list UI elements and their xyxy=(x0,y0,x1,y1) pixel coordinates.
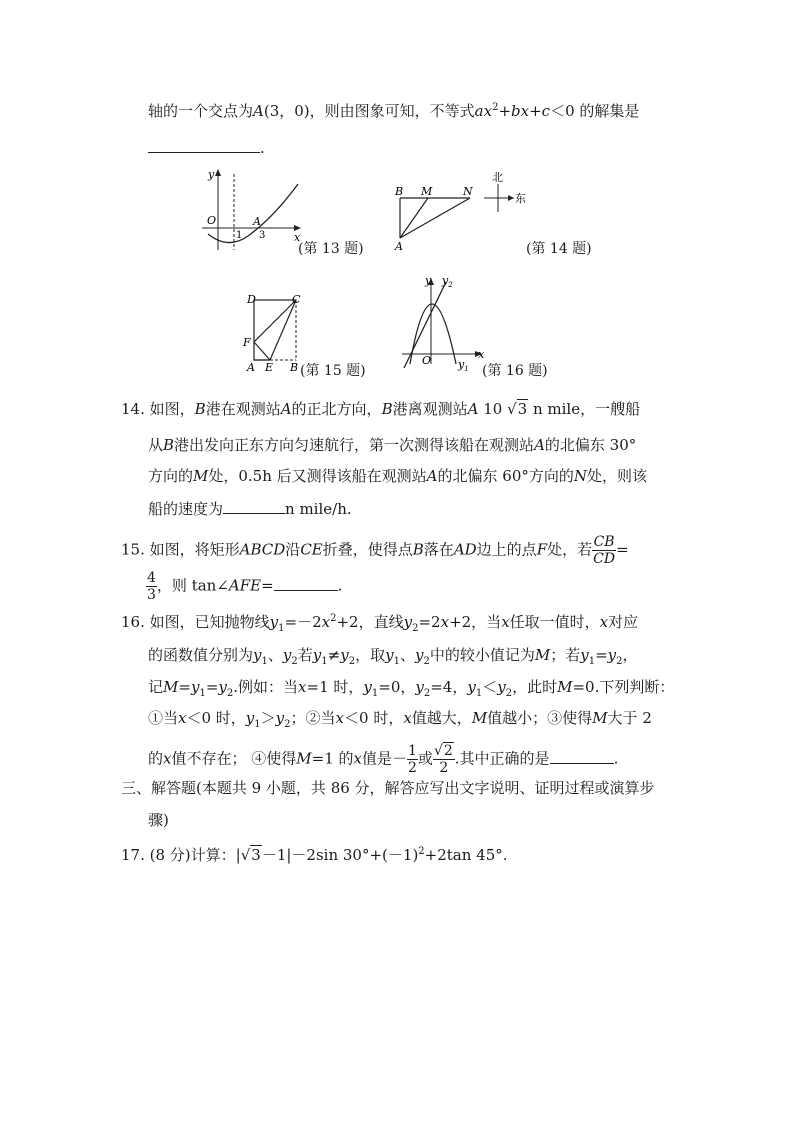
fig16-label-x: x xyxy=(478,348,485,361)
q14-answer-blank[interactable] xyxy=(223,498,285,514)
fig13-label-y: y xyxy=(208,168,215,181)
fig13-label-3: 3 xyxy=(259,230,266,241)
figure-14 xyxy=(392,168,532,254)
figure-15 xyxy=(240,292,306,374)
fig16-label-y1: $y_1$ xyxy=(458,358,469,373)
fig13-caption: (第 13 题) xyxy=(298,241,364,257)
fig15-label-a: A xyxy=(247,361,255,374)
q13-answer-line: . xyxy=(148,137,265,158)
q14-line-3: 方向的M处，0.5h 后又测得该船在观测站A的北偏东 60°方向的N处，则该 xyxy=(148,467,648,485)
q16-line-4: ①当x＜0 时，$y_1>y_2$；②当x＜0 时，x值越大，M值越小；③使得M大于 2 xyxy=(148,709,652,730)
q14-line-4: 船的速度为 n mile/h. xyxy=(148,500,352,518)
q16-line-5: 的x值不存在； ④使得M=1 的x值是－ $\frac{1}{2}$ 或 $\frac{√2}{2}$ .其中正确的是 . xyxy=(148,743,619,776)
fig14-caption: (第 14 题) xyxy=(526,241,592,257)
q15-line-2: $\frac{4}{3}$ ，则 tan∠AFE= . xyxy=(147,570,343,603)
fig15-label-d: D xyxy=(247,293,256,306)
fig15-label-c: C xyxy=(292,293,301,306)
q16-answer-blank[interactable] xyxy=(550,748,614,764)
q14-line-1: 14. 如图，B港在观测站A的正北方向，B港离观测站A 10 √3 n mile，一艘船 xyxy=(121,400,641,418)
q16-line-2: 的函数值分别为$y_1$、$y_2$若$y_1\ne y_2$，取$y_1$、$y_2$中的较小值记为M；若$y_1=y_2$， xyxy=(148,646,638,667)
fig14-east-label: 东 xyxy=(515,192,526,205)
fig15-label-e: E xyxy=(265,361,274,374)
fig16-label-y: y xyxy=(425,274,432,287)
q15-answer-blank[interactable] xyxy=(274,575,338,591)
fig13-label-o: O xyxy=(207,214,217,227)
q17-line: 17. (8 分)计算：|√3－1|－2sin $30^\circ+(-1)^2+2\tan$ 45°. xyxy=(121,846,508,864)
fig16-label-y2: $y_2$ xyxy=(442,274,453,289)
fig13-label-1: 1 xyxy=(236,230,243,241)
figure-13 xyxy=(198,166,308,256)
section3-heading-cont: 骤) xyxy=(148,811,169,829)
q13-text-line: 轴的一个交点为A(3，0)，则由图象可知，不等式$ax^2+bx+c<0$ 的解集是 xyxy=(148,102,640,120)
fig16-label-o: O xyxy=(422,354,432,367)
section3-heading: 三、解答题(本题共 9 小题，共 86 分，解答应写出文字说明、证明过程或演算步 xyxy=(121,779,655,797)
q16-line-3: 记$M=y_1=y_2$.例如：当x=1 时，$y_1=0$，$y_2=4$，$y_1<y_2$，此时M=0.下列判断： xyxy=(148,678,675,699)
fig14-label-m: M xyxy=(421,185,433,198)
fig15-label-b: B xyxy=(290,361,299,374)
q13-answer-blank[interactable] xyxy=(148,137,260,153)
fig14-label-a: A xyxy=(395,240,403,253)
q16-line-1: 16. 如图，已知抛物线$y_1=-2x^2+2$，直线$y_2=2x+2$，当x任取一值时，x对应 xyxy=(121,613,639,634)
fig15-caption: (第 15 题) xyxy=(300,363,366,379)
figure-16 xyxy=(398,272,488,374)
fig13-label-x: x xyxy=(294,231,301,244)
fig15-label-f: F xyxy=(243,336,251,349)
fig13-label-a: A xyxy=(253,215,261,228)
fig14-north-label: 北 xyxy=(492,171,503,184)
fig14-label-n: N xyxy=(463,185,473,198)
q15-line-1: 15. 如图，将矩形ABCD沿CE折叠，使得点B落在AD边上的点F处，若 $\frac{CB}{CD}$ = xyxy=(121,534,629,567)
fig14-label-b: B xyxy=(395,185,404,198)
fig16-caption: (第 16 题) xyxy=(482,363,548,379)
q14-line-2: 从B港出发向正东方向匀速航行，第一次测得该船在观测站A的北偏东 30° xyxy=(148,436,637,454)
